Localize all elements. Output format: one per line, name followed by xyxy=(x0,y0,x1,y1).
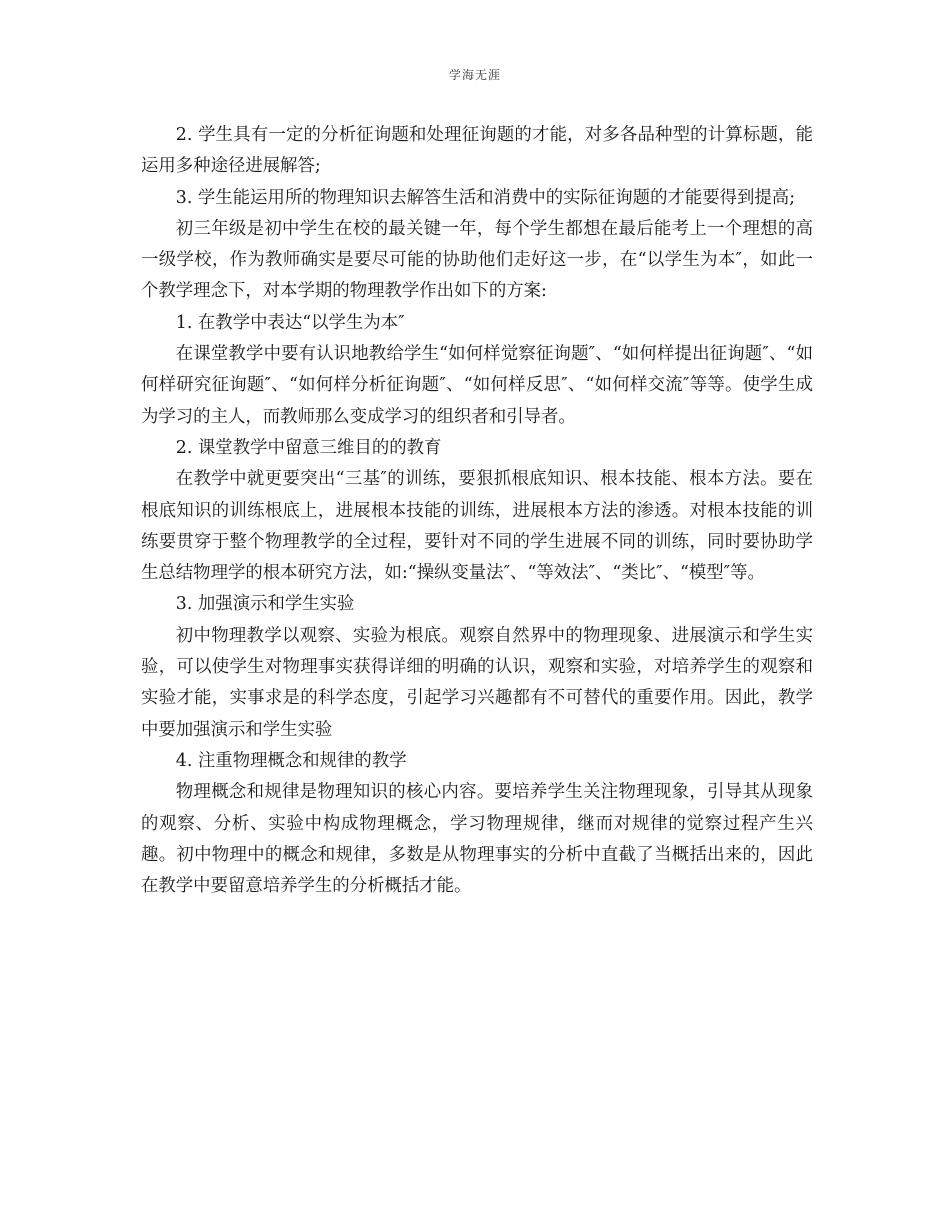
page-header: 学海无涯 xyxy=(448,68,501,82)
paragraph-section-4: 物理概念和规律是物理知识的核心内容。要培养学生关注物理现象，引导其从现象的观察、分析、实验中构成物理概念，学习物理规律，继而对规律的觉察过程产生兴趣。初中物理中的概念和规律，多数是从物理事实的分析中直截了当概括出来的，因此在教学中要留意培养学生的分析概括才能。 xyxy=(141,782,813,897)
section-heading-4: 4. 注重物理概念和规律的教学 xyxy=(175,750,407,771)
paragraph-section-3: 初中物理教学以观察、实验为根底。观察自然界中的物理现象、进展演示和学生实验，可以使学生对物理事实获得详细的明确的认识，观察和实验，对培养学生的观察和实验才能，实事求是的科学态度，引起学习兴趣都有不可替代的重要作用。因此，教学中要加强演示和学生实验 xyxy=(141,625,813,740)
section-heading-1: 1. 在教学中表达“以学生为本″ xyxy=(175,312,405,333)
paragraph-item-2: 2. 学生具有一定的分析征询题和处理征询题的才能，对多各品种型的计算标题，能运用多种途径进展解答; xyxy=(141,125,813,177)
section-heading-3: 3. 加强演示和学生实验 xyxy=(175,594,355,615)
paragraph-section-2: 在教学中就更要突出“三基″的训练，要狠抓根底知识、根本技能、根本方法。要在根底知识的训练根底上，进展根本技能的训练，进展根本方法的渗透。对根本技能的训练要贯穿于整个物理教学的全过程，要针对不同的学生进展不同的训练，同时要协助学生总结物理学的根本研究方法，如:“操纵变量法″、“等效法″、“类比″、“模型″等。 xyxy=(141,469,813,584)
paragraph-intro: 初三年级是初中学生在校的最关键一年，每个学生都想在最后能考上一个理想的高一级学校，作为教师确实是要尽可能的协助他们走好这一步，在“以学生为本″，如此一个教学理念下，对本学期的物理教学作出如下的方案: xyxy=(141,218,813,302)
paragraph-item-3: 3. 学生能运用所的物理知识去解答生活和消费中的实际征询题的才能要得到提高; xyxy=(175,187,796,208)
section-heading-2: 2. 课堂教学中留意三维目的的教育 xyxy=(175,437,442,458)
document-body xyxy=(141,120,813,902)
paragraph-section-1: 在课堂教学中要有认识地教给学生“如何样觉察征询题″、“如何样提出征询题″、“如何样研究征询题″、“如何样分析征询题″、“如何样反思″、“如何样交流″等等。使学生成为学习的主人，而教师那么变成学习的组织者和引导者。 xyxy=(141,344,813,427)
